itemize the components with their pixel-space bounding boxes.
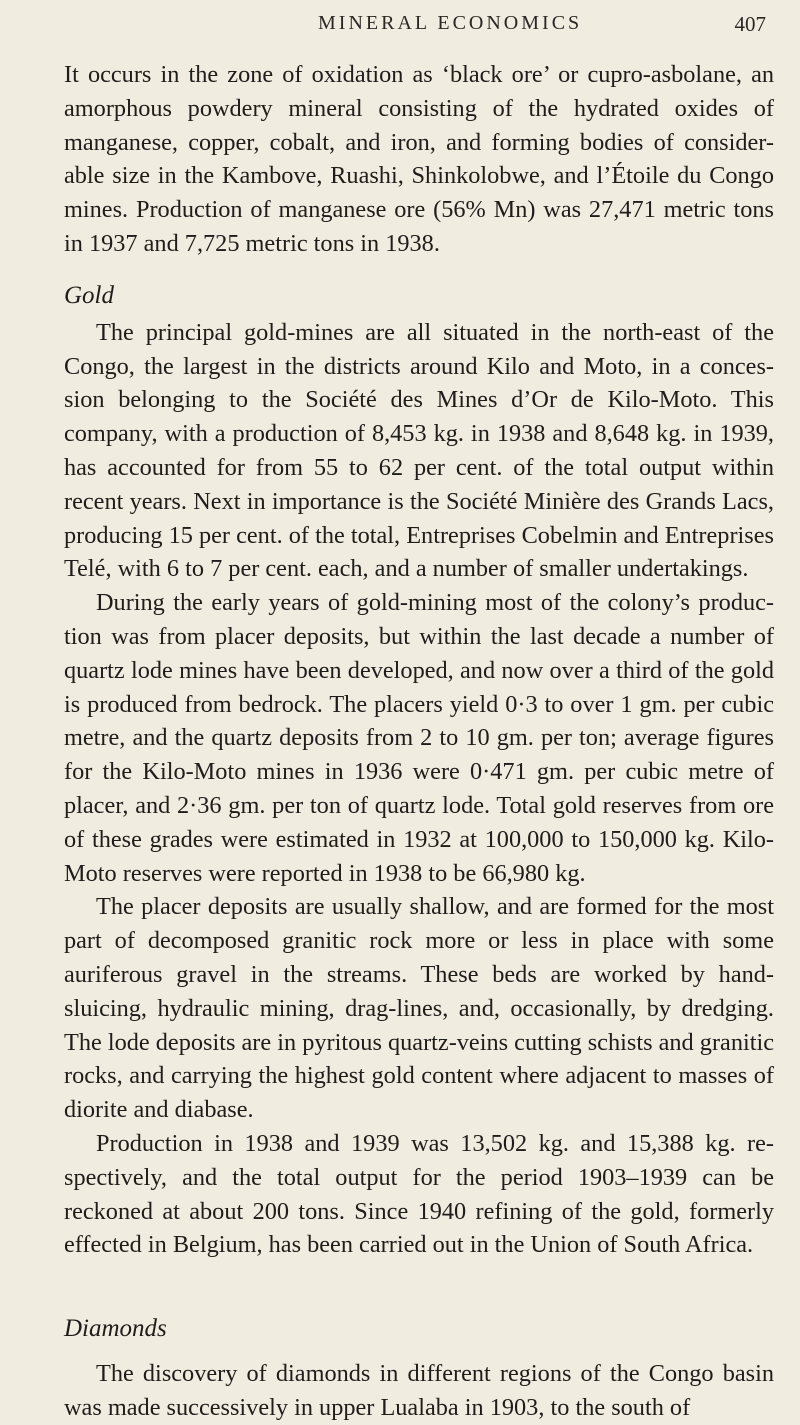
intro-paragraph: It occurs in the zone of oxidation as ‘black ore’ or cupro-asbolane, an amorphous powdery mineral consisting of the hydrated oxides of manganese, copper, cobalt, and iron, and forming bodies of consider-able size in the Kambove, Ruashi, Shinkolobwe, and l’Étoile du Congo mines. Production of manganese ore (56% Mn) was 27,471 metric tons in 1937 and 7,725 metric tons in 1938. xyxy=(64,61,774,257)
running-title: MINERAL ECONOMICS xyxy=(318,12,583,34)
gold-paragraph-4: Production in 1938 and 1939 was 13,502 kg. and 15,388 kg. re-spectively, and the total output for the period 1903–1939 can be reckoned at about 200 tons. Since 1940 refining of the gold, formerly effected in Belgium, has been carried out in the Union of South Africa. xyxy=(64,1129,774,1259)
page-number: 407 xyxy=(734,12,766,36)
diamonds-paragraph: The discovery of diamonds in different regions of the Congo basin was made successively in upper Lualaba in 1903, to the south of xyxy=(64,1360,774,1421)
section-heading-gold: Gold xyxy=(64,281,114,309)
gold-paragraph-3: The placer deposits are usually shallow, and are formed for the most part of decomposed granitic rock more or less in place with some auriferous gravel in the streams. These beds are worked by hand-sluicing, hydraulic mining, drag-lines, and, occasionally, by dredging. The lode deposits are in pyritous quartz-veins cutting schists and granitic rocks, and carrying the highest gold content where adjacent to masses of diorite and diabase. xyxy=(64,893,774,1124)
running-head xyxy=(64,0,774,58)
gold-paragraph-2: During the early years of gold-mining most of the colony’s produc-tion was from placer deposits, but within the last decade a number of quartz lode mines have been developed, and now over a third of the gold is produced from bedrock. The placers yield 0·3 to over 1 gm. per cubic metre, and the quartz deposits from 2 to 10 gm. per ton; average figures for the Kilo-Moto mines in 1936 were 0·471 gm. per cubic metre of placer, and 2·36 gm. per ton of quartz lode. Total gold reserves from ore of these grades were estimated in 1932 at 100,000 to 150,000 kg. Kilo-Moto reserves were reported in 1938 to be 66,980 kg. xyxy=(64,589,774,887)
gold-paragraph-1: The principal gold-mines are all situated in the north-east of the Congo, the largest in the districts around Kilo and Moto, in a conces-sion belonging to the Société des Mines d’Or de Kilo-Moto. This company, with a production of 8,453 kg. in 1938 and 8,648 kg. in 1939, has accounted for from 55 to 62 per cent. of the total output within recent years. Next in importance is the Société Minière des Grands Lacs, producing 15 per cent. of the total, Entreprises Cobelmin and Entreprises Telé, with 6 to 7 per cent. each, and a number of smaller undertakings. xyxy=(64,318,774,583)
section-heading-diamonds: Diamonds xyxy=(64,1315,167,1343)
